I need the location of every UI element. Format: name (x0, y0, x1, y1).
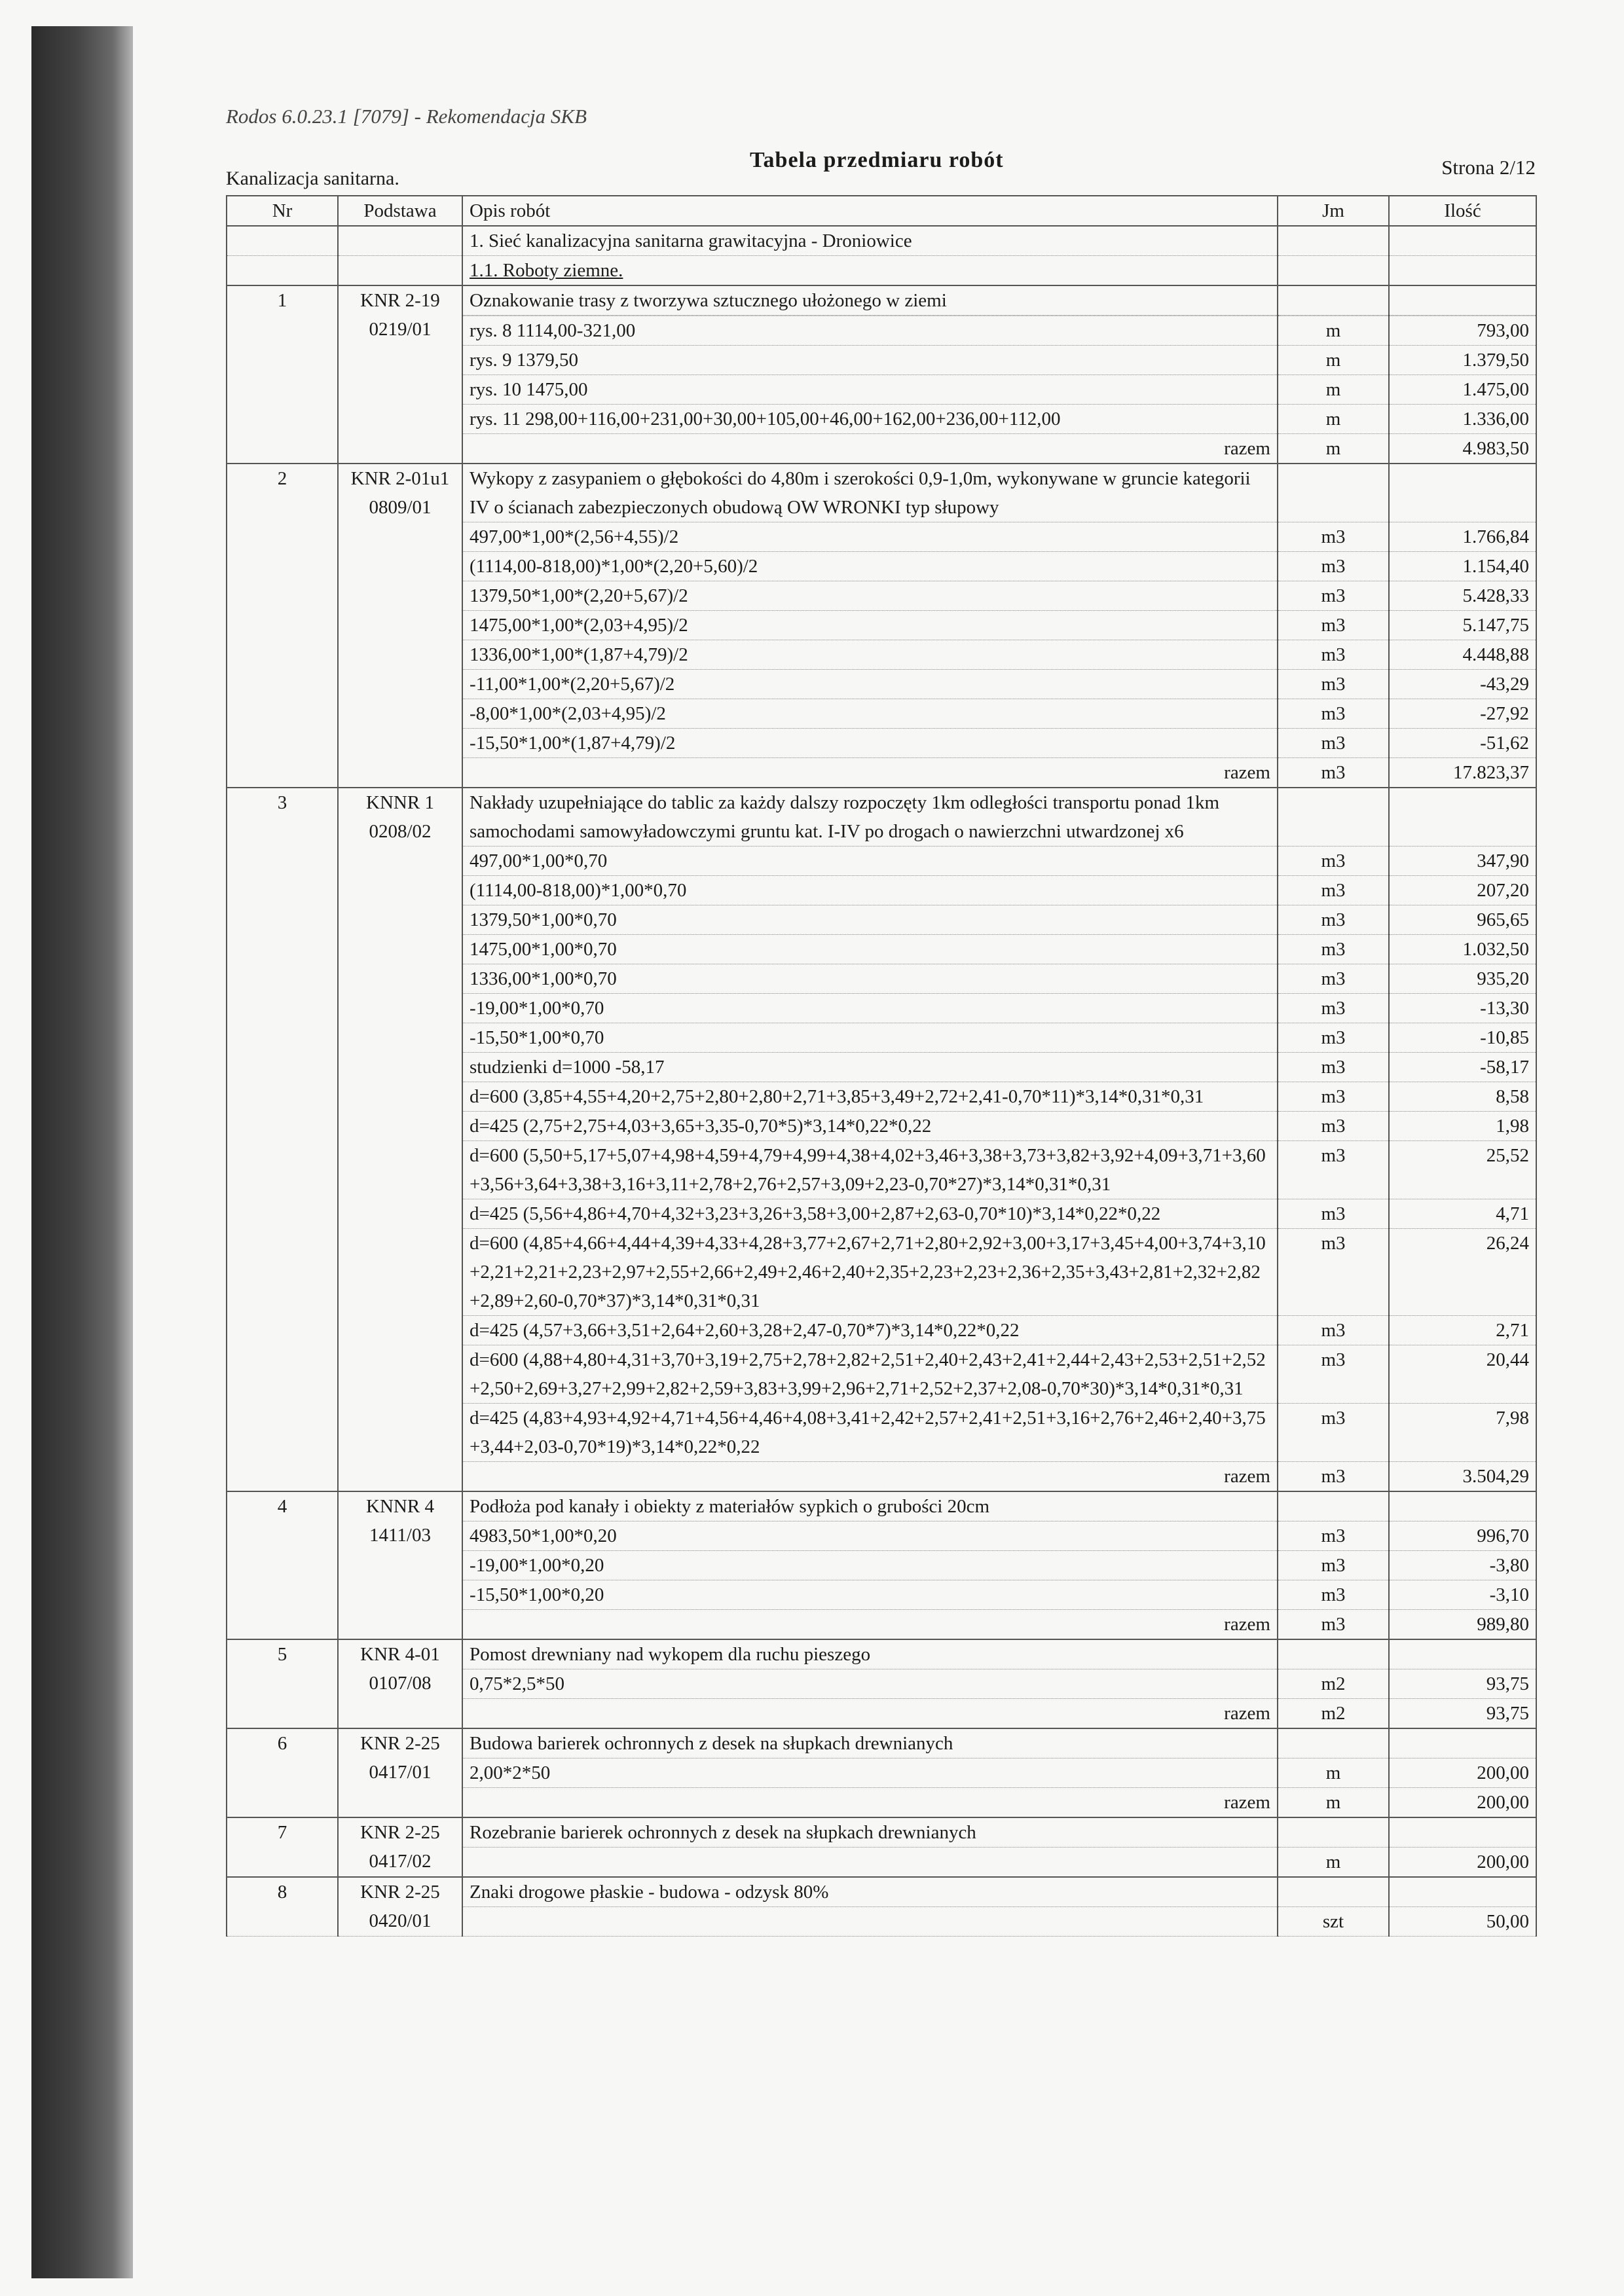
calc-expression: -15,50*1,00*0,70 (462, 1023, 1278, 1053)
total-unit: m3 (1278, 1462, 1389, 1492)
line-unit: szt (1278, 1907, 1389, 1937)
line-unit: m3 (1278, 1082, 1389, 1112)
line-quantity: -3,10 (1389, 1580, 1536, 1610)
qty-cell (1389, 1817, 1536, 1848)
calc-expression: rys. 9 1379,50 (462, 346, 1278, 375)
line-unit: m (1278, 1758, 1389, 1788)
line-unit: m3 (1278, 1404, 1389, 1462)
calc-expression: 1336,00*1,00*0,70 (462, 964, 1278, 994)
line-quantity: 965,65 (1389, 905, 1536, 935)
total-unit: m3 (1278, 758, 1389, 788)
basis-line: KNR 2-19 (360, 290, 440, 311)
position-description: Rozebranie barierek ochronnych z desek na słupkach drewnianych (462, 1817, 1278, 1848)
basis-line: 0420/01 (369, 1910, 432, 1931)
position-row (227, 464, 1536, 522)
unit-cell (1278, 788, 1389, 847)
qty-cell (1389, 1728, 1536, 1758)
line-quantity: 200,00 (1389, 1848, 1536, 1878)
total-label: razem (462, 758, 1278, 788)
calc-expression: -15,50*1,00*(1,87+4,79)/2 (462, 729, 1278, 758)
qty-cell (1389, 285, 1536, 316)
line-quantity: 1.766,84 (1389, 522, 1536, 552)
position-description: Podłoża pod kanały i obiekty z materiałów sypkich o grubości 20cm (462, 1491, 1278, 1522)
calc-expression: (1114,00-818,00)*1,00*0,70 (462, 876, 1278, 905)
line-unit: m3 (1278, 964, 1389, 994)
position-basis (338, 1639, 462, 1728)
line-unit: m3 (1278, 1199, 1389, 1229)
line-unit: m3 (1278, 847, 1389, 876)
total-unit: m (1278, 434, 1389, 464)
total-label: razem (462, 1699, 1278, 1729)
position-basis (338, 1728, 462, 1817)
line-quantity: -3,80 (1389, 1551, 1536, 1580)
unit-cell (1278, 1491, 1389, 1522)
qty-cell (1389, 1491, 1536, 1522)
qty-cell (1389, 464, 1536, 522)
line-unit: m3 (1278, 876, 1389, 905)
position-description: Budowa barierek ochronnych z desek na słupkach drewnianych (462, 1728, 1278, 1758)
unit-cell (1278, 1639, 1389, 1669)
basis-line: KNR 2-01u1 (350, 468, 450, 489)
line-unit: m3 (1278, 1229, 1389, 1316)
line-unit: m3 (1278, 699, 1389, 729)
line-unit: m3 (1278, 729, 1389, 758)
calc-expression: 4983,50*1,00*0,20 (462, 1522, 1278, 1551)
position-row (227, 1877, 1536, 1907)
position-basis (338, 1491, 462, 1639)
basis-line: KNR 4-01 (360, 1644, 440, 1665)
unit-cell (1278, 1728, 1389, 1758)
basis-line: 0219/01 (369, 319, 432, 340)
line-quantity: 207,20 (1389, 876, 1536, 905)
line-quantity: 1,98 (1389, 1112, 1536, 1141)
line-quantity: 2,71 (1389, 1316, 1536, 1345)
calc-expression: d=425 (2,75+2,75+4,03+3,65+3,35-0,70*5)*3,14*0,22*0,22 (462, 1112, 1278, 1141)
line-unit: m3 (1278, 1023, 1389, 1053)
total-quantity: 3.504,29 (1389, 1462, 1536, 1492)
line-quantity: -10,85 (1389, 1023, 1536, 1053)
total-label: razem (462, 1788, 1278, 1818)
line-unit: m3 (1278, 611, 1389, 640)
position-basis (338, 464, 462, 788)
line-quantity: 935,20 (1389, 964, 1536, 994)
total-quantity: 4.983,50 (1389, 434, 1536, 464)
project-name: Kanalizacja sanitarna. (226, 168, 399, 189)
calc-expression: 497,00*1,00*(2,56+4,55)/2 (462, 522, 1278, 552)
line-unit: m (1278, 405, 1389, 434)
position-description: Nakłady uzupełniające do tablic za każdy dalszy rozpoczęty 1km odległości transportu ponad 1km samochodami samowyładowczymi gruntu kat. I-IV po drogach o nawierzchni utwardzonej x6 (462, 788, 1278, 847)
total-label: razem (462, 434, 1278, 464)
line-unit: m3 (1278, 581, 1389, 611)
col-header-basis: Podstawa (338, 196, 462, 226)
position-number: 6 (227, 1728, 338, 1817)
line-quantity: 8,58 (1389, 1082, 1536, 1112)
line-unit: m (1278, 316, 1389, 346)
section-title: 1. Sieć kanalizacyjna sanitarna grawitacyjna - Droniowice (462, 226, 1278, 256)
line-quantity: -43,29 (1389, 670, 1536, 699)
line-unit: m3 (1278, 1053, 1389, 1082)
line-quantity: 1.379,50 (1389, 346, 1536, 375)
qty-cell (1389, 788, 1536, 847)
position-number: 3 (227, 788, 338, 1491)
calc-expression: rys. 11 298,00+116,00+231,00+30,00+105,00+46,00+162,00+236,00+112,00 (462, 405, 1278, 434)
line-unit: m3 (1278, 1522, 1389, 1551)
calc-expression: 1336,00*1,00*(1,87+4,79)/2 (462, 640, 1278, 670)
total-unit: m2 (1278, 1699, 1389, 1729)
basis-line: 0809/01 (369, 497, 432, 518)
basis-line: 0417/02 (369, 1851, 432, 1872)
calc-expression: -8,00*1,00*(2,03+4,95)/2 (462, 699, 1278, 729)
position-basis (338, 788, 462, 1491)
calc-expression: d=425 (4,57+3,66+3,51+2,64+2,60+3,28+2,47-0,70*7)*3,14*0,22*0,22 (462, 1316, 1278, 1345)
calc-expression: d=425 (4,83+4,93+4,92+4,71+4,56+4,46+4,08+3,41+2,42+2,57+2,41+2,51+3,16+2,76+2,46+2,40+3,75+3,44+2,03-0,70*19)*3,14*0,22*0,22 (462, 1404, 1278, 1462)
calc-expression (462, 1907, 1278, 1937)
calc-expression: 1475,00*1,00*(2,03+4,95)/2 (462, 611, 1278, 640)
calc-expression: -19,00*1,00*0,70 (462, 994, 1278, 1023)
line-unit: m3 (1278, 1345, 1389, 1404)
line-unit: m3 (1278, 1112, 1389, 1141)
position-row (227, 788, 1536, 847)
section-row (227, 226, 1536, 256)
calc-expression (462, 1848, 1278, 1878)
position-basis (338, 1817, 462, 1877)
table-body (227, 226, 1536, 1937)
line-quantity: 20,44 (1389, 1345, 1536, 1404)
calc-expression: rys. 8 1114,00-321,00 (462, 316, 1278, 346)
position-row (227, 1728, 1536, 1758)
col-header-desc: Opis robót (462, 196, 1278, 226)
line-quantity: 200,00 (1389, 1758, 1536, 1788)
basis-line: KNR 2-25 (360, 1733, 440, 1754)
document-title: Tabela przedmiaru robót (750, 148, 1004, 172)
qty-cell (1389, 1639, 1536, 1669)
calc-expression: 1379,50*1,00*0,70 (462, 905, 1278, 935)
calc-expression: -11,00*1,00*(2,20+5,67)/2 (462, 670, 1278, 699)
line-unit: m3 (1278, 670, 1389, 699)
line-quantity: 996,70 (1389, 1522, 1536, 1551)
position-row (227, 1817, 1536, 1848)
position-number: 8 (227, 1877, 338, 1937)
table-header-row (227, 196, 1536, 226)
line-quantity: 26,24 (1389, 1229, 1536, 1316)
calc-expression: d=600 (5,50+5,17+5,07+4,98+4,59+4,79+4,99+4,38+4,02+3,46+3,38+3,73+3,82+3,92+4,09+3,71+3,60+3,56+3,64+3,38+3,16+3,11+2,78+2,76+2,57+3,09+2,23-0,70*27)*3,14*0,31*0,31 (462, 1141, 1278, 1199)
line-quantity: 5.147,75 (1389, 611, 1536, 640)
line-unit: m3 (1278, 905, 1389, 935)
qty-cell (1389, 1877, 1536, 1907)
line-quantity: 25,52 (1389, 1141, 1536, 1199)
basis-line: KNR 2-25 (360, 1882, 440, 1903)
page-number: Strona 2/12 (1441, 156, 1536, 179)
line-quantity: 1.154,40 (1389, 552, 1536, 581)
basis-line: 0107/08 (369, 1673, 432, 1694)
calc-expression: 1475,00*1,00*0,70 (462, 935, 1278, 964)
calc-expression: 2,00*2*50 (462, 1758, 1278, 1788)
subsection-title: 1.1. Roboty ziemne. (462, 256, 1278, 286)
basis-line: KNR 2-25 (360, 1822, 440, 1843)
basis-line: 0208/02 (369, 821, 432, 842)
position-basis (338, 1877, 462, 1937)
line-quantity: -13,30 (1389, 994, 1536, 1023)
line-unit: m3 (1278, 1551, 1389, 1580)
line-unit: m (1278, 375, 1389, 405)
position-number: 4 (227, 1491, 338, 1639)
line-quantity: 793,00 (1389, 316, 1536, 346)
line-quantity: 7,98 (1389, 1404, 1536, 1462)
calc-expression: 497,00*1,00*0,70 (462, 847, 1278, 876)
calc-expression: rys. 10 1475,00 (462, 375, 1278, 405)
line-quantity: 1.475,00 (1389, 375, 1536, 405)
line-quantity: 5.428,33 (1389, 581, 1536, 611)
calc-expression: d=600 (4,88+4,80+4,31+3,70+3,19+2,75+2,78+2,82+2,51+2,40+2,43+2,41+2,44+2,43+2,53+2,51+2,52+2,50+2,69+3,27+2,99+2,82+2,59+3,83+3,99+2,96+2,71+2,52+2,37+2,08-0,70*30)*3,14*0,31*0,31 (462, 1345, 1278, 1404)
total-unit: m3 (1278, 1610, 1389, 1640)
basis-line: 0417/01 (369, 1762, 432, 1783)
calc-expression: 1379,50*1,00*(2,20+5,67)/2 (462, 581, 1278, 611)
position-number: 7 (227, 1817, 338, 1877)
line-unit: m (1278, 346, 1389, 375)
unit-cell (1278, 285, 1389, 316)
software-header: Rodos 6.0.23.1 [7079] - Rekomendacja SKB (226, 105, 587, 128)
position-basis (338, 285, 462, 464)
scan-dark-edge (31, 26, 133, 2278)
calc-expression: studzienki d=1000 -58,17 (462, 1053, 1278, 1082)
position-row (227, 1639, 1536, 1669)
basis-line: KNNR 4 (366, 1496, 434, 1517)
col-header-nr: Nr (227, 196, 338, 226)
line-quantity: 347,90 (1389, 847, 1536, 876)
line-unit: m3 (1278, 994, 1389, 1023)
calc-expression: (1114,00-818,00)*1,00*(2,20+5,60)/2 (462, 552, 1278, 581)
line-unit: m3 (1278, 1316, 1389, 1345)
line-quantity: -27,92 (1389, 699, 1536, 729)
total-quantity: 93,75 (1389, 1699, 1536, 1729)
col-header-unit: Jm (1278, 196, 1389, 226)
basis-line: KNNR 1 (366, 792, 434, 813)
total-quantity: 17.823,37 (1389, 758, 1536, 788)
measurement-table (226, 195, 1537, 1937)
position-number: 2 (227, 464, 338, 788)
line-quantity: 4,71 (1389, 1199, 1536, 1229)
position-row (227, 285, 1536, 316)
line-unit: m3 (1278, 1580, 1389, 1610)
line-unit: m3 (1278, 640, 1389, 670)
line-quantity: 1.336,00 (1389, 405, 1536, 434)
position-row (227, 1491, 1536, 1522)
unit-cell (1278, 1877, 1389, 1907)
calc-expression: d=425 (5,56+4,86+4,70+4,32+3,23+3,26+3,58+3,00+2,87+2,63-0,70*10)*3,14*0,22*0,22 (462, 1199, 1278, 1229)
line-quantity: 50,00 (1389, 1907, 1536, 1937)
line-quantity: -58,17 (1389, 1053, 1536, 1082)
line-quantity: 4.448,88 (1389, 640, 1536, 670)
calc-expression: 0,75*2,5*50 (462, 1669, 1278, 1699)
calc-expression: d=600 (4,85+4,66+4,44+4,39+4,33+4,28+3,77+2,67+2,71+2,80+2,92+3,00+3,17+3,45+4,00+3,74+3,10+2,21+2,21+2,23+2,97+2,55+2,66+2,49+2,46+2,40+2,35+2,23+2,23+2,36+2,35+3,43+2,81+2,32+2,82+2,89+2,60-0,70*37)*3,14*0,31*0,31 (462, 1229, 1278, 1316)
total-quantity: 989,80 (1389, 1610, 1536, 1640)
line-unit: m2 (1278, 1669, 1389, 1699)
line-quantity: 93,75 (1389, 1669, 1536, 1699)
unit-cell (1278, 1817, 1389, 1848)
calc-expression: -15,50*1,00*0,20 (462, 1580, 1278, 1610)
col-header-qty: Ilość (1389, 196, 1536, 226)
line-quantity: -51,62 (1389, 729, 1536, 758)
position-description: Oznakowanie trasy z tworzywa sztucznego ułożonego w ziemi (462, 285, 1278, 316)
total-quantity: 200,00 (1389, 1788, 1536, 1818)
line-unit: m (1278, 1848, 1389, 1878)
total-label: razem (462, 1462, 1278, 1492)
line-unit: m3 (1278, 552, 1389, 581)
position-description: Pomost drewniany nad wykopem dla ruchu pieszego (462, 1639, 1278, 1669)
subsection-row (227, 256, 1536, 286)
position-description: Wykopy z zasypaniem o głębokości do 4,80m i szerokości 0,9-1,0m, wykonywane w gruncie kategorii IV o ścianach zabezpieczonych obudową OW WRONKI typ słupowy (462, 464, 1278, 522)
position-number: 5 (227, 1639, 338, 1728)
total-label: razem (462, 1610, 1278, 1640)
unit-cell (1278, 464, 1389, 522)
line-quantity: 1.032,50 (1389, 935, 1536, 964)
calc-expression: d=600 (3,85+4,55+4,20+2,75+2,80+2,80+2,71+3,85+3,49+2,72+2,41-0,70*11)*3,14*0,31*0,31 (462, 1082, 1278, 1112)
total-unit: m (1278, 1788, 1389, 1818)
position-description: Znaki drogowe płaskie - budowa - odzysk 80% (462, 1877, 1278, 1907)
line-unit: m3 (1278, 935, 1389, 964)
line-unit: m3 (1278, 1141, 1389, 1199)
calc-expression: -19,00*1,00*0,20 (462, 1551, 1278, 1580)
line-unit: m3 (1278, 522, 1389, 552)
position-number: 1 (227, 285, 338, 464)
basis-line: 1411/03 (369, 1525, 431, 1546)
